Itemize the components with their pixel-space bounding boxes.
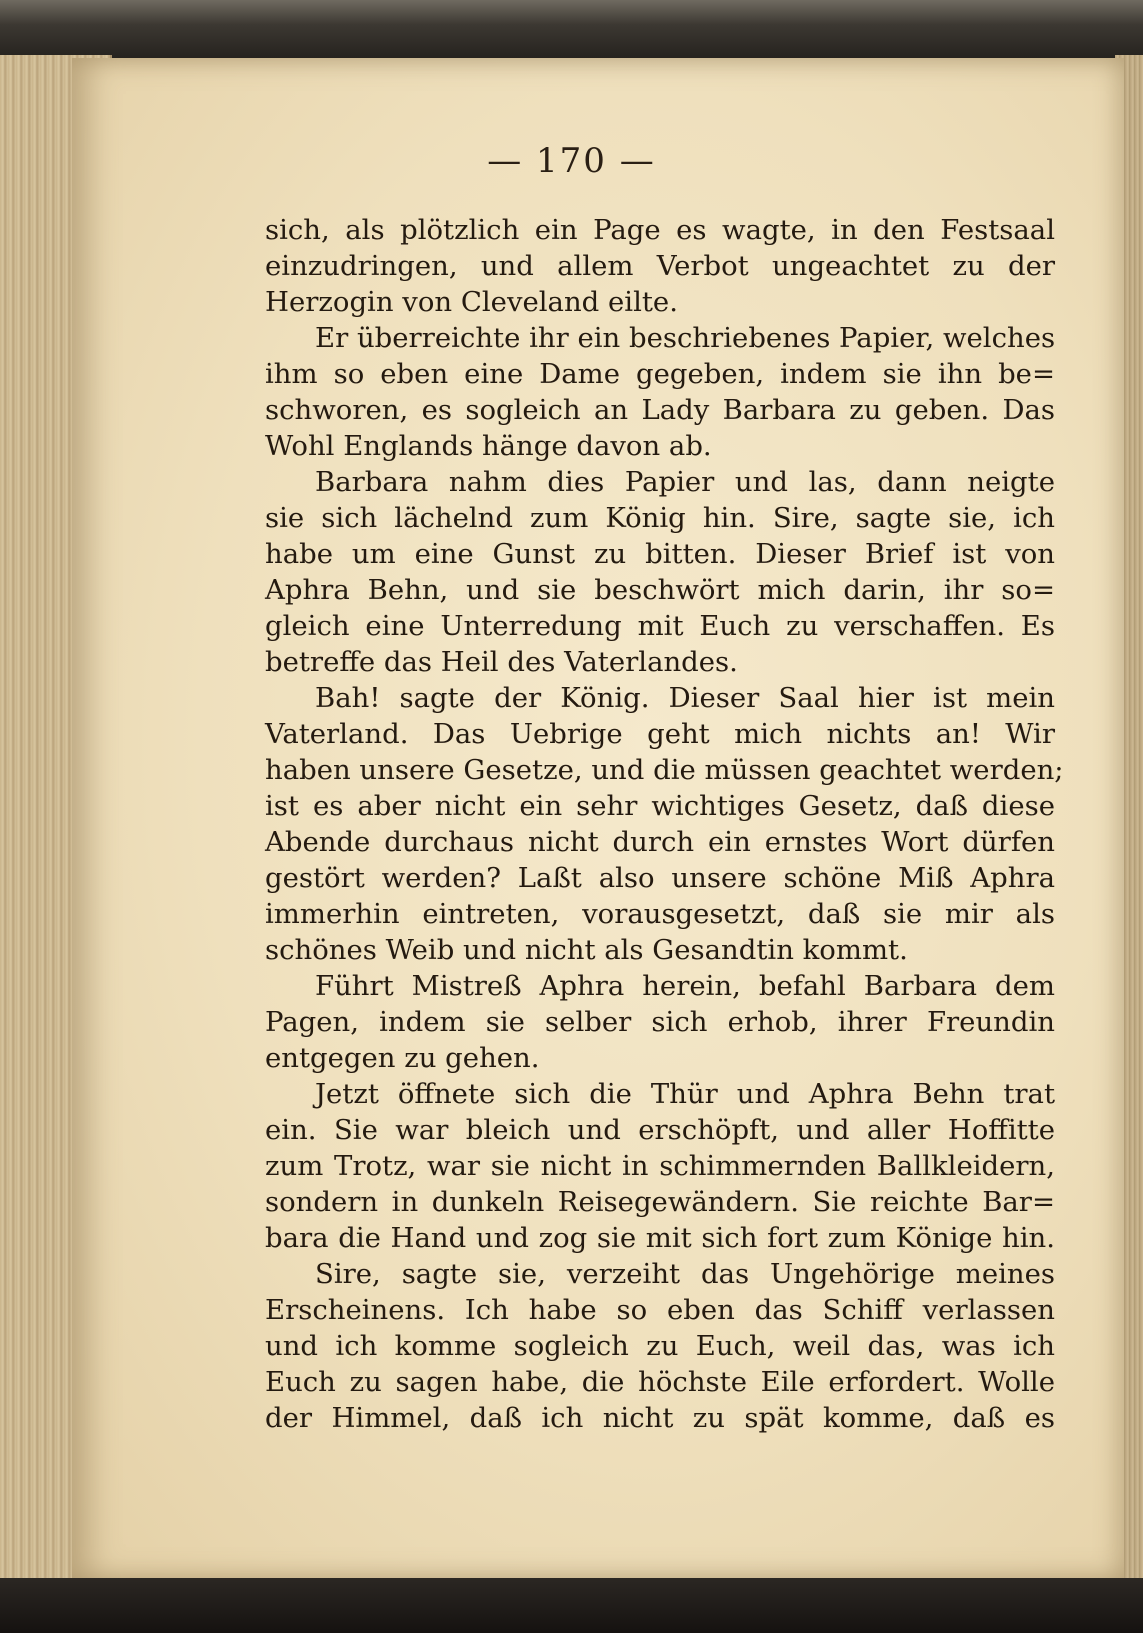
text-line: entgegen zu gehen. (265, 1042, 540, 1074)
text-line: gleich eine Unterredung mit Euch zu verschaffen. Es (265, 610, 1055, 642)
text-line: der Himmel, daß ich nicht zu spät komme, daß es (265, 1402, 1055, 1434)
body-text (265, 212, 1064, 1436)
text-line: und ich komme sogleich zu Euch, weil das, was ich (265, 1330, 1055, 1362)
text-line: gestört werden? Laßt also unsere schöne Miß Aphra (265, 862, 1055, 894)
text-line: Erscheinens. Ich habe so eben das Schiff verlassen (265, 1294, 1055, 1326)
book-bottom-edge (0, 1578, 1143, 1633)
text-line: betreffe das Heil des Vaterlandes. (265, 646, 738, 678)
text-line: einzudringen, und allem Verbot ungeachtet zu der (265, 250, 1055, 282)
text-line: sie sich lächelnd zum König hin. Sire, sagte sie, ich (265, 502, 1055, 534)
text-line: Barbara nahm dies Papier und las, dann neigte (315, 466, 1055, 498)
text-line: Abende durchaus nicht durch ein ernstes Wort dürfen (265, 826, 1055, 858)
text-line: zum Trotz, war sie nicht in schimmernden Ballkleidern, (265, 1150, 1055, 1182)
text-line: schworen, es sogleich an Lady Barbara zu geben. Das (265, 394, 1055, 426)
text-line: Er überreichte ihr ein beschriebenes Papier, welches (315, 322, 1056, 354)
text-line: Führt Mistreß Aphra herein, befahl Barbara dem (315, 970, 1055, 1002)
text-line: Wohl Englands hänge davon ab. (265, 430, 712, 462)
text-line: schönes Weib und nicht als Gesandtin kommt. (265, 934, 908, 966)
text-line: sondern in dunkeln Reisegewändern. Sie reichte Bar= (265, 1186, 1055, 1218)
text-line: immerhin eintreten, vorausgesetzt, daß sie mir als (265, 898, 1055, 930)
book-top-edge (0, 0, 1143, 62)
text-line: haben unsere Gesetze, und die müssen geachtet werden; (265, 754, 1064, 786)
text-line: Pagen, indem sie selber sich erhob, ihrer Freundin (265, 1006, 1055, 1038)
text-line: Aphra Behn, und sie beschwört mich darin, ihr so= (265, 574, 1055, 606)
text-line: Herzogin von Cleveland eilte. (265, 286, 678, 318)
text-line: Bah! sagte der König. Dieser Saal hier ist mein (315, 682, 1055, 714)
text-line: Jetzt öffnete sich die Thür und Aphra Behn trat (315, 1078, 1055, 1110)
text-line: bara die Hand und zog sie mit sich fort zum Könige hin. (265, 1222, 1055, 1254)
text-line: Vaterland. Das Uebrige geht mich nichts an! Wir (265, 718, 1055, 750)
text-line: habe um eine Gunst zu bitten. Dieser Brief ist von (265, 538, 1055, 570)
text-line: sich, als plötzlich ein Page es wagte, in den Festsaal (265, 214, 1055, 246)
text-line: Euch zu sagen habe, die höchste Eile erfordert. Wolle (265, 1366, 1055, 1398)
text-line: ihm so eben eine Dame gegeben, indem sie ihn be= (265, 358, 1055, 390)
text-line: ist es aber nicht ein sehr wichtiges Gesetz, daß diese (265, 790, 1055, 822)
text-line: ein. Sie war bleich und erschöpft, und aller Hoffitte (265, 1114, 1055, 1146)
page-number: — 170 — (487, 141, 656, 181)
text-line: Sire, sagte sie, verzeiht das Ungehörige meines (315, 1258, 1055, 1290)
